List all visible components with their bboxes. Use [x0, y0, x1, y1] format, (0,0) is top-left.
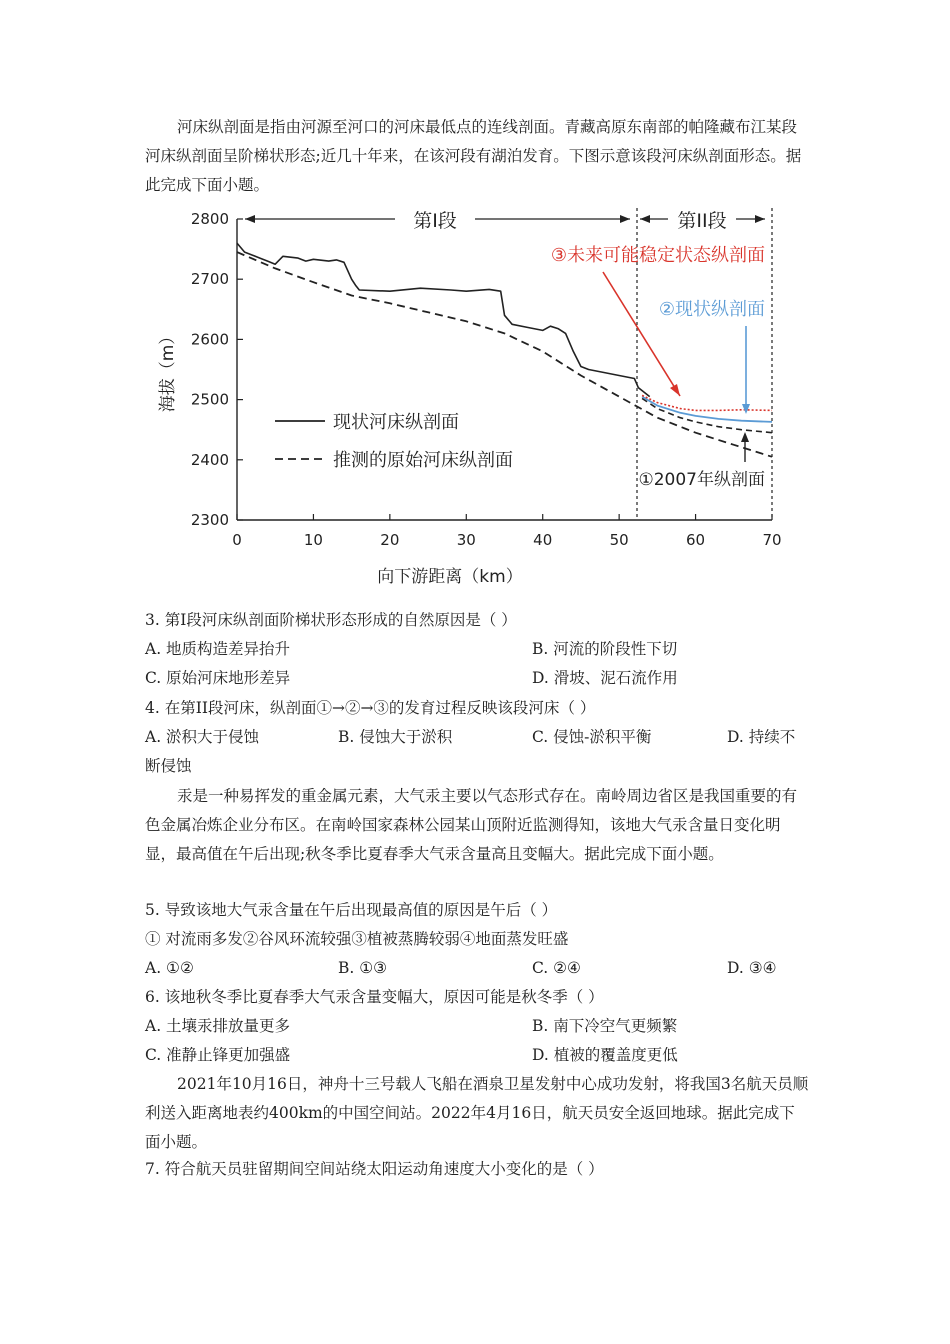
x-axis-title: 向下游距离（km） [377, 567, 523, 587]
x-tick-label: 70 [762, 531, 782, 549]
future-profile-annotation: ③未来可能稳定状态纵剖面 [550, 245, 765, 266]
q4-option-d[interactable]: D. 持续不 [727, 728, 796, 746]
future-annotation-arrow [603, 272, 680, 396]
question-5-items: ① 对流雨多发②谷风环流较强③植被蒸腾较弱④地面蒸发旺盛 [145, 930, 569, 948]
q5-option-d[interactable]: D. ③④ [727, 959, 777, 977]
segment2-arrowhead-left [640, 215, 650, 223]
q6-option-c[interactable]: C. 准静止锋更加强盛 [145, 1046, 291, 1064]
legend-current-label: 现状河床纵剖面 [333, 412, 459, 433]
y-tick-label: 2500 [190, 390, 229, 409]
future-arrowhead [670, 384, 680, 396]
x-tick-label: 30 [456, 531, 476, 549]
q4-option-d-continued: 断侵蚀 [145, 757, 192, 775]
passage-mercury: 汞是一种易挥发的重金属元素，大气汞主要以气态形式存在。南岭周边省区是我国重要的有色金属冶炼企业分布区。在南岭国家森林公园某山顶附近监测得知，该地大气汞含量日变化明显，最高值在午后出现;秋冬季比夏春季大气汞含量高且变幅大。据此完成下面小题。 [145, 787, 798, 863]
segment1-arrowhead-right [620, 215, 630, 223]
x-tick-label: 10 [303, 531, 323, 549]
series-current-riverbed [237, 243, 650, 397]
q5-option-c[interactable]: C. ②④ [532, 959, 581, 977]
question-6-stem: 6. 该地秋冬季比夏春季大气汞含量变幅大，原因可能是秋冬季（ ） [145, 988, 604, 1006]
y-tick-label: 2300 [190, 511, 229, 529]
q3-option-c[interactable]: C. 原始河床地形差异 [145, 669, 291, 687]
profile-2007-annotation: ①2007年纵剖面 [638, 470, 765, 490]
q6-option-d[interactable]: D. 植被的覆盖度更低 [532, 1046, 678, 1064]
segment1-arrowhead-left [245, 215, 255, 223]
current-arrowhead [742, 404, 750, 414]
question-7-stem: 7. 符合航天员驻留期间空间站绕太阳运动角速度大小变化的是（ ） [145, 1160, 604, 1178]
y-tick-label: 2700 [190, 270, 229, 289]
q5-option-b[interactable]: B. ①③ [338, 959, 388, 977]
passage-spaceflight: 2021年10月16日，神舟十三号载人飞船在酒泉卫星发射中心成功发射，将我国3名航天员顺利送入距离地表约400km的中国空间站。2022年4月16日，航天员安全返回地球。据此完成下面小题。 [145, 1075, 809, 1151]
x-tick-label: 20 [380, 531, 400, 549]
x-tick-label: 60 [686, 531, 706, 549]
segment1-label: 第I段 [413, 210, 457, 232]
y-tick-label: 2600 [190, 330, 229, 349]
series-future-profile [642, 395, 772, 410]
y-tick-label: 2400 [190, 450, 229, 469]
x-tick-label: 0 [232, 531, 242, 549]
q5-option-a[interactable]: A. ①② [145, 959, 194, 977]
q3-option-a[interactable]: A. 地质构造差异抬升 [145, 640, 291, 658]
q3-option-b[interactable]: B. 河流的阶段性下切 [532, 640, 678, 658]
q6-option-a[interactable]: A. 土壤汞排放量更多 [145, 1017, 291, 1035]
x-tick-label: 50 [609, 531, 629, 549]
q6-option-b[interactable]: B. 南下冷空气更频繁 [532, 1017, 678, 1035]
segment2-arrowhead-right [755, 215, 765, 223]
profile-2007-arrowhead [741, 432, 749, 442]
y-axis-title: 海拔（m） [158, 327, 178, 413]
q4-option-c[interactable]: C. 侵蚀-淤积平衡 [532, 728, 652, 746]
series-original-riverbed [237, 252, 772, 457]
legend-original-label: 推测的原始河床纵剖面 [333, 450, 513, 471]
q4-option-a[interactable]: A. 淤积大于侵蚀 [145, 728, 260, 746]
x-tick-label: 40 [533, 531, 553, 549]
question-3-stem: 3. 第I段河床纵剖面阶梯状形态形成的自然原因是（ ） [145, 611, 517, 629]
current-profile-annotation: ②现状纵剖面 [658, 299, 765, 320]
y-tick-label: 2800 [190, 210, 229, 228]
q4-option-b[interactable]: B. 侵蚀大于淤积 [338, 728, 453, 746]
q3-option-d[interactable]: D. 滑坡、泥石流作用 [532, 669, 678, 687]
riverbed-profile-figure [140, 200, 800, 600]
question-4-stem: 4. 在第II段河床，纵剖面①→②→③的发育过程反映该段河床（ ） [145, 699, 596, 717]
question-5-stem: 5. 导致该地大气汞含量在午后出现最高值的原因是午后（ ） [145, 901, 558, 919]
passage-riverbed: 河床纵剖面是指由河源至河口的河床最低点的连线剖面。青藏高原东南部的帕隆藏布江某段河床纵剖面呈阶梯状形态;近几十年来，在该河段有湖泊发育。下图示意该段河床纵剖面形态。据此完成下面小题。 [145, 118, 802, 194]
chart-series [237, 243, 772, 457]
segment2-label: 第II段 [677, 210, 727, 232]
